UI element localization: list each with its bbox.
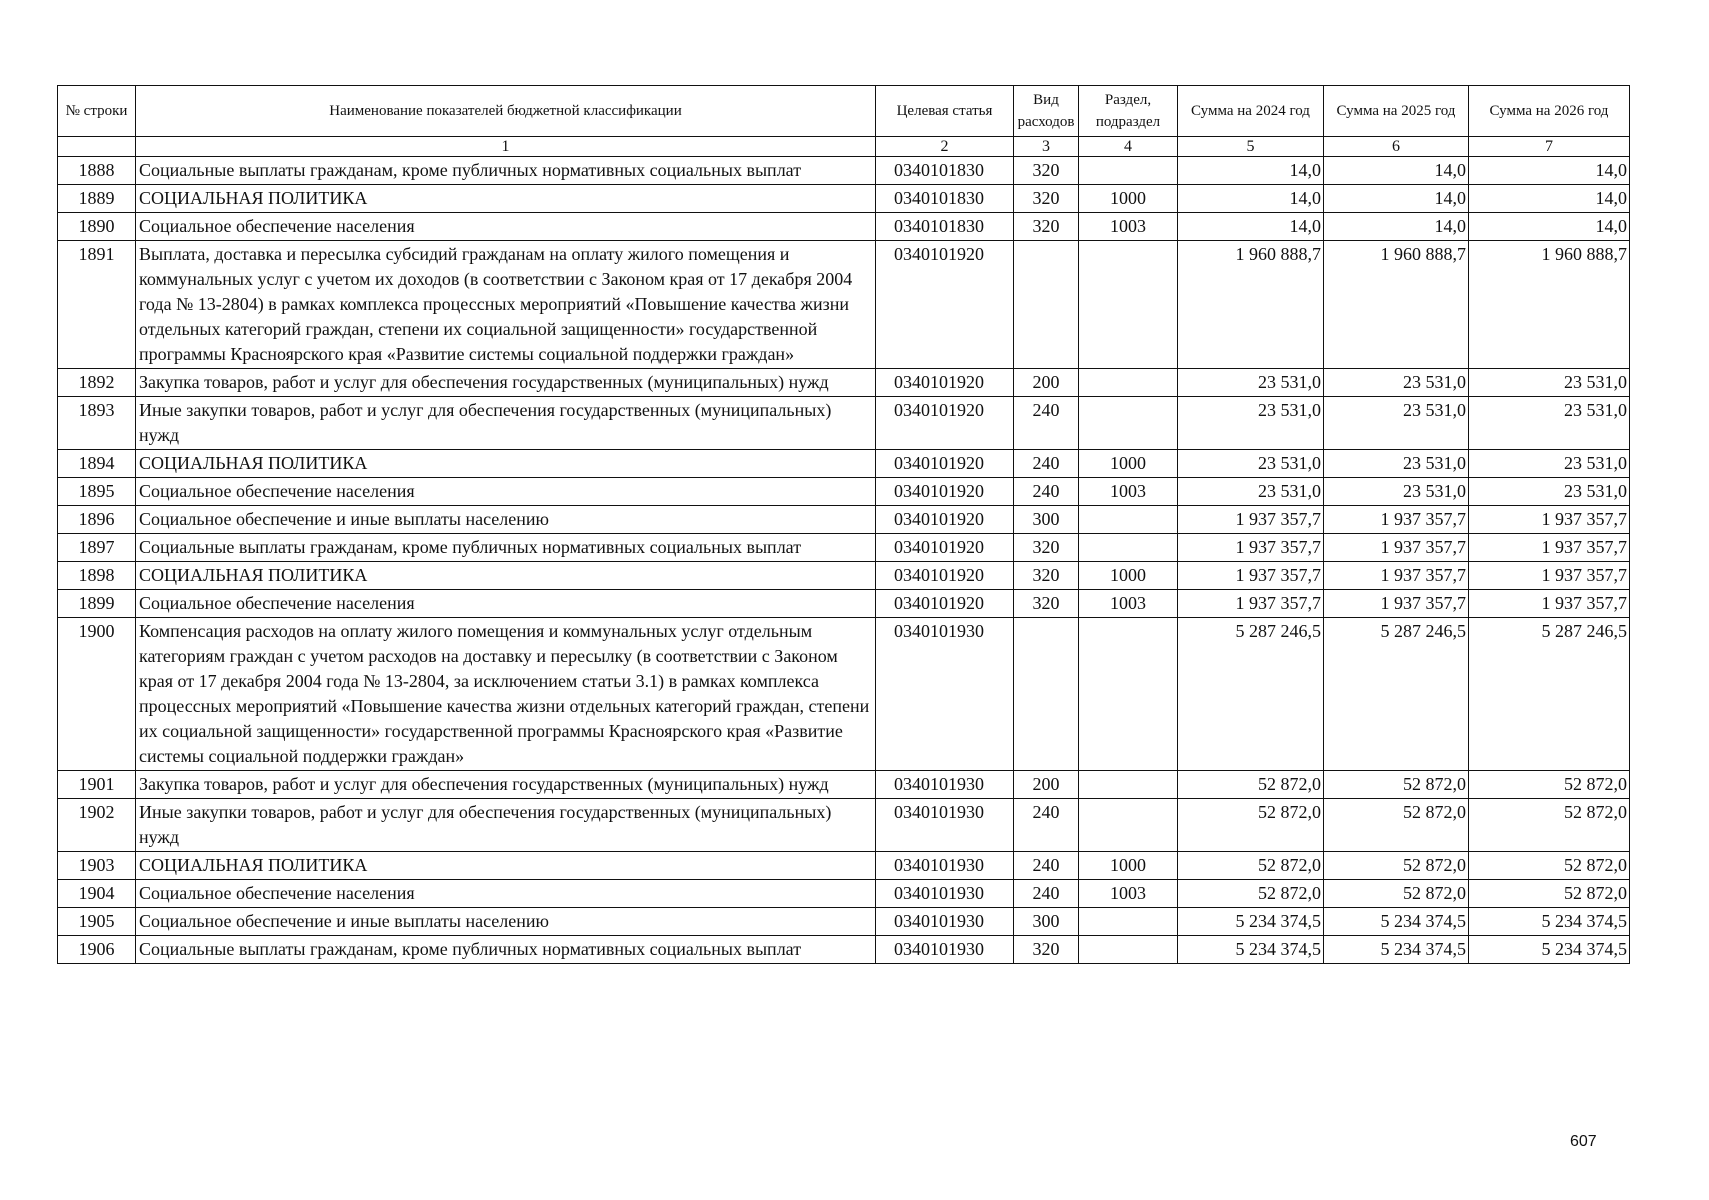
- sum-2026-cell: 23 531,0: [1469, 478, 1630, 506]
- column-number-row: [58, 137, 1630, 157]
- row-name-cell: Компенсация расходов на оплату жилого помещения и коммунальных услуг отдельным категориям граждан с учетом расходов на доставку и пересылку (в соответствии с Законом края от 17 декабря 2004 года № 13-2804, за исключением статьи 3.1) в рамках комплекса процессных мероприятий «Повышение качества жизни отдельных категорий граждан, степени их социальной защищенности» государственной программы Красноярского края «Развитие системы социальной поддержки граждан»: [136, 618, 876, 771]
- sum-2025-cell: 52 872,0: [1324, 880, 1469, 908]
- table-row: [58, 241, 1630, 369]
- sum-2024-cell: 5 234 374,5: [1178, 936, 1324, 964]
- page-number: 607: [1570, 1133, 1597, 1150]
- row-number-cell: 1902: [58, 799, 136, 852]
- sum-2024-cell: 23 531,0: [1178, 450, 1324, 478]
- sum-2026-cell: 5 287 246,5: [1469, 618, 1630, 771]
- row-name-cell: Социальные выплаты гражданам, кроме публичных нормативных социальных выплат: [136, 534, 876, 562]
- table-row: [58, 618, 1630, 771]
- target-article-cell: 0340101830: [876, 185, 1014, 213]
- row-name-cell: Иные закупки товаров, работ и услуг для обеспечения государственных (муниципальных) нужд: [136, 799, 876, 852]
- section-cell: 1003: [1079, 478, 1178, 506]
- target-article-cell: 0340101920: [876, 590, 1014, 618]
- section-cell: [1079, 771, 1178, 799]
- sum-2026-cell: 52 872,0: [1469, 771, 1630, 799]
- table-row: [58, 908, 1630, 936]
- row-name-cell: Социальное обеспечение и иные выплаты населению: [136, 908, 876, 936]
- row-name-cell: Иные закупки товаров, работ и услуг для обеспечения государственных (муниципальных) нужд: [136, 397, 876, 450]
- expense-type-cell: 240: [1014, 450, 1079, 478]
- sum-2025-cell: 5 234 374,5: [1324, 908, 1469, 936]
- sum-2026-cell: 23 531,0: [1469, 450, 1630, 478]
- expense-type-cell: 240: [1014, 397, 1079, 450]
- row-number-cell: 1900: [58, 618, 136, 771]
- row-number-cell: 1895: [58, 478, 136, 506]
- sum-2026-cell: 1 960 888,7: [1469, 241, 1630, 369]
- row-name-cell: Социальное обеспечение населения: [136, 478, 876, 506]
- section-cell: 1000: [1079, 450, 1178, 478]
- sum-2026-cell: 1 937 357,7: [1469, 562, 1630, 590]
- sum-2024-cell: 23 531,0: [1178, 369, 1324, 397]
- sum-2025-cell: 1 960 888,7: [1324, 241, 1469, 369]
- row-name-cell: Социальные выплаты гражданам, кроме публичных нормативных социальных выплат: [136, 936, 876, 964]
- section-cell: [1079, 908, 1178, 936]
- target-article-cell: 0340101920: [876, 562, 1014, 590]
- sum-2024-cell: 52 872,0: [1178, 852, 1324, 880]
- expense-type-cell: 320: [1014, 936, 1079, 964]
- table-row: [58, 799, 1630, 852]
- target-article-cell: 0340101920: [876, 369, 1014, 397]
- row-number-cell: 1903: [58, 852, 136, 880]
- table-row: [58, 450, 1630, 478]
- row-number-cell: 1889: [58, 185, 136, 213]
- sum-2024-cell: 23 531,0: [1178, 478, 1324, 506]
- expense-type-cell: 300: [1014, 506, 1079, 534]
- column-number: [58, 137, 136, 157]
- section-cell: 1000: [1079, 185, 1178, 213]
- sum-2026-cell: 1 937 357,7: [1469, 506, 1630, 534]
- expense-type-cell: [1014, 241, 1079, 369]
- row-number-cell: 1891: [58, 241, 136, 369]
- sum-2025-cell: 5 234 374,5: [1324, 936, 1469, 964]
- section-cell: 1000: [1079, 852, 1178, 880]
- section-cell: [1079, 534, 1178, 562]
- row-number-cell: 1901: [58, 771, 136, 799]
- row-number-cell: 1896: [58, 506, 136, 534]
- row-number-cell: 1898: [58, 562, 136, 590]
- table-row: [58, 397, 1630, 450]
- sum-2025-cell: 5 287 246,5: [1324, 618, 1469, 771]
- section-cell: [1079, 799, 1178, 852]
- column-number: 4: [1079, 137, 1178, 157]
- expense-type-cell: 200: [1014, 771, 1079, 799]
- sum-2025-cell: 23 531,0: [1324, 397, 1469, 450]
- sum-2025-cell: 23 531,0: [1324, 450, 1469, 478]
- header-sum-2026: Сумма на 2026 год: [1469, 86, 1630, 137]
- sum-2024-cell: 1 937 357,7: [1178, 590, 1324, 618]
- sum-2024-cell: 1 937 357,7: [1178, 562, 1324, 590]
- table-row: [58, 369, 1630, 397]
- section-cell: 1003: [1079, 590, 1178, 618]
- sum-2025-cell: 1 937 357,7: [1324, 562, 1469, 590]
- sum-2024-cell: 5 234 374,5: [1178, 908, 1324, 936]
- sum-2026-cell: 5 234 374,5: [1469, 936, 1630, 964]
- sum-2026-cell: 14,0: [1469, 185, 1630, 213]
- header-target-article: Целевая статья: [876, 86, 1014, 137]
- target-article-cell: 0340101920: [876, 506, 1014, 534]
- expense-type-cell: 320: [1014, 213, 1079, 241]
- row-name-cell: Социальные выплаты гражданам, кроме публичных нормативных социальных выплат: [136, 157, 876, 185]
- sum-2024-cell: 5 287 246,5: [1178, 618, 1324, 771]
- section-cell: [1079, 241, 1178, 369]
- row-name-cell: Социальное обеспечение населения: [136, 880, 876, 908]
- section-cell: [1079, 157, 1178, 185]
- expense-type-cell: 320: [1014, 185, 1079, 213]
- sum-2025-cell: 1 937 357,7: [1324, 590, 1469, 618]
- row-name-cell: СОЦИАЛЬНАЯ ПОЛИТИКА: [136, 185, 876, 213]
- row-name-cell: СОЦИАЛЬНАЯ ПОЛИТИКА: [136, 450, 876, 478]
- header-row-number: № строки: [58, 86, 136, 137]
- row-name-cell: Социальное обеспечение населения: [136, 213, 876, 241]
- row-name-cell: СОЦИАЛЬНАЯ ПОЛИТИКА: [136, 562, 876, 590]
- section-cell: 1003: [1079, 880, 1178, 908]
- row-number-cell: 1904: [58, 880, 136, 908]
- header-expense-type: Вид расходов: [1014, 86, 1079, 137]
- column-number: 2: [876, 137, 1014, 157]
- header-sum-2024: Сумма на 2024 год: [1178, 86, 1324, 137]
- target-article-cell: 0340101930: [876, 799, 1014, 852]
- table-row: [58, 936, 1630, 964]
- header-sum-2025: Сумма на 2025 год: [1324, 86, 1469, 137]
- row-name-cell: Социальное обеспечение населения: [136, 590, 876, 618]
- column-number: 6: [1324, 137, 1469, 157]
- expense-type-cell: 320: [1014, 534, 1079, 562]
- table-row: [58, 478, 1630, 506]
- sum-2024-cell: 52 872,0: [1178, 880, 1324, 908]
- sum-2026-cell: 14,0: [1469, 213, 1630, 241]
- sum-2024-cell: 1 937 357,7: [1178, 506, 1324, 534]
- target-article-cell: 0340101930: [876, 880, 1014, 908]
- table-row: [58, 771, 1630, 799]
- sum-2026-cell: 23 531,0: [1469, 369, 1630, 397]
- sum-2024-cell: 14,0: [1178, 157, 1324, 185]
- sum-2026-cell: 5 234 374,5: [1469, 908, 1630, 936]
- sum-2025-cell: 52 872,0: [1324, 852, 1469, 880]
- section-cell: [1079, 506, 1178, 534]
- expense-type-cell: 300: [1014, 908, 1079, 936]
- table-row: [58, 852, 1630, 880]
- sum-2024-cell: 23 531,0: [1178, 397, 1324, 450]
- row-name-cell: Выплата, доставка и пересылка субсидий гражданам на оплату жилого помещения и коммунальных услуг с учетом их доходов (в соответствии с Законом края от 17 декабря 2004 года № 13-2804) в рамках комплекса процессных мероприятий «Повышение качества жизни отдельных категорий граждан, степени их социальной защищенности» государственной программы Красноярского края «Развитие системы социальной поддержки граждан»: [136, 241, 876, 369]
- table-row: [58, 213, 1630, 241]
- sum-2026-cell: 52 872,0: [1469, 852, 1630, 880]
- row-number-cell: 1905: [58, 908, 136, 936]
- expense-type-cell: 240: [1014, 478, 1079, 506]
- sum-2026-cell: 1 937 357,7: [1469, 590, 1630, 618]
- target-article-cell: 0340101920: [876, 397, 1014, 450]
- target-article-cell: 0340101830: [876, 157, 1014, 185]
- section-cell: [1079, 936, 1178, 964]
- section-cell: [1079, 397, 1178, 450]
- sum-2026-cell: 52 872,0: [1469, 799, 1630, 852]
- row-number-cell: 1899: [58, 590, 136, 618]
- row-number-cell: 1892: [58, 369, 136, 397]
- section-cell: 1003: [1079, 213, 1178, 241]
- target-article-cell: 0340101930: [876, 771, 1014, 799]
- expense-type-cell: 240: [1014, 880, 1079, 908]
- sum-2025-cell: 52 872,0: [1324, 771, 1469, 799]
- target-article-cell: 0340101920: [876, 450, 1014, 478]
- target-article-cell: 0340101930: [876, 852, 1014, 880]
- sum-2025-cell: 14,0: [1324, 213, 1469, 241]
- column-number: 5: [1178, 137, 1324, 157]
- expense-type-cell: 240: [1014, 852, 1079, 880]
- sum-2025-cell: 1 937 357,7: [1324, 506, 1469, 534]
- budget-table: [57, 85, 1630, 964]
- sum-2026-cell: 23 531,0: [1469, 397, 1630, 450]
- table-row: [58, 506, 1630, 534]
- target-article-cell: 0340101920: [876, 478, 1014, 506]
- sum-2025-cell: 14,0: [1324, 157, 1469, 185]
- row-name-cell: Закупка товаров, работ и услуг для обеспечения государственных (муниципальных) нужд: [136, 369, 876, 397]
- sum-2024-cell: 52 872,0: [1178, 771, 1324, 799]
- sum-2024-cell: 52 872,0: [1178, 799, 1324, 852]
- row-name-cell: СОЦИАЛЬНАЯ ПОЛИТИКА: [136, 852, 876, 880]
- sum-2024-cell: 1 937 357,7: [1178, 534, 1324, 562]
- table-row: [58, 185, 1630, 213]
- sum-2025-cell: 52 872,0: [1324, 799, 1469, 852]
- sum-2024-cell: 14,0: [1178, 213, 1324, 241]
- column-number: 3: [1014, 137, 1079, 157]
- row-number-cell: 1906: [58, 936, 136, 964]
- sum-2024-cell: 14,0: [1178, 185, 1324, 213]
- target-article-cell: 0340101920: [876, 534, 1014, 562]
- table-row: [58, 590, 1630, 618]
- expense-type-cell: 320: [1014, 562, 1079, 590]
- sum-2025-cell: 23 531,0: [1324, 369, 1469, 397]
- table-row: [58, 534, 1630, 562]
- expense-type-cell: 320: [1014, 157, 1079, 185]
- row-name-cell: Социальное обеспечение и иные выплаты населению: [136, 506, 876, 534]
- column-number: 1: [136, 137, 876, 157]
- header-section: Раздел, подраздел: [1079, 86, 1178, 137]
- expense-type-cell: 320: [1014, 590, 1079, 618]
- table-row: [58, 562, 1630, 590]
- table-row: [58, 880, 1630, 908]
- target-article-cell: 0340101930: [876, 618, 1014, 771]
- row-number-cell: 1894: [58, 450, 136, 478]
- table-body: [58, 157, 1630, 964]
- row-number-cell: 1888: [58, 157, 136, 185]
- row-number-cell: 1893: [58, 397, 136, 450]
- section-cell: [1079, 618, 1178, 771]
- sum-2025-cell: 1 937 357,7: [1324, 534, 1469, 562]
- header-name: Наименование показателей бюджетной классификации: [136, 86, 876, 137]
- target-article-cell: 0340101930: [876, 908, 1014, 936]
- column-number: 7: [1469, 137, 1630, 157]
- row-number-cell: 1890: [58, 213, 136, 241]
- section-cell: 1000: [1079, 562, 1178, 590]
- sum-2026-cell: 52 872,0: [1469, 880, 1630, 908]
- expense-type-cell: 200: [1014, 369, 1079, 397]
- sum-2025-cell: 23 531,0: [1324, 478, 1469, 506]
- header-row: [58, 86, 1630, 137]
- target-article-cell: 0340101930: [876, 936, 1014, 964]
- target-article-cell: 0340101830: [876, 213, 1014, 241]
- sum-2026-cell: 1 937 357,7: [1469, 534, 1630, 562]
- expense-type-cell: [1014, 618, 1079, 771]
- target-article-cell: 0340101920: [876, 241, 1014, 369]
- sum-2024-cell: 1 960 888,7: [1178, 241, 1324, 369]
- row-number-cell: 1897: [58, 534, 136, 562]
- sum-2026-cell: 14,0: [1469, 157, 1630, 185]
- row-name-cell: Закупка товаров, работ и услуг для обеспечения государственных (муниципальных) нужд: [136, 771, 876, 799]
- expense-type-cell: 240: [1014, 799, 1079, 852]
- sum-2025-cell: 14,0: [1324, 185, 1469, 213]
- section-cell: [1079, 369, 1178, 397]
- table-row: [58, 157, 1630, 185]
